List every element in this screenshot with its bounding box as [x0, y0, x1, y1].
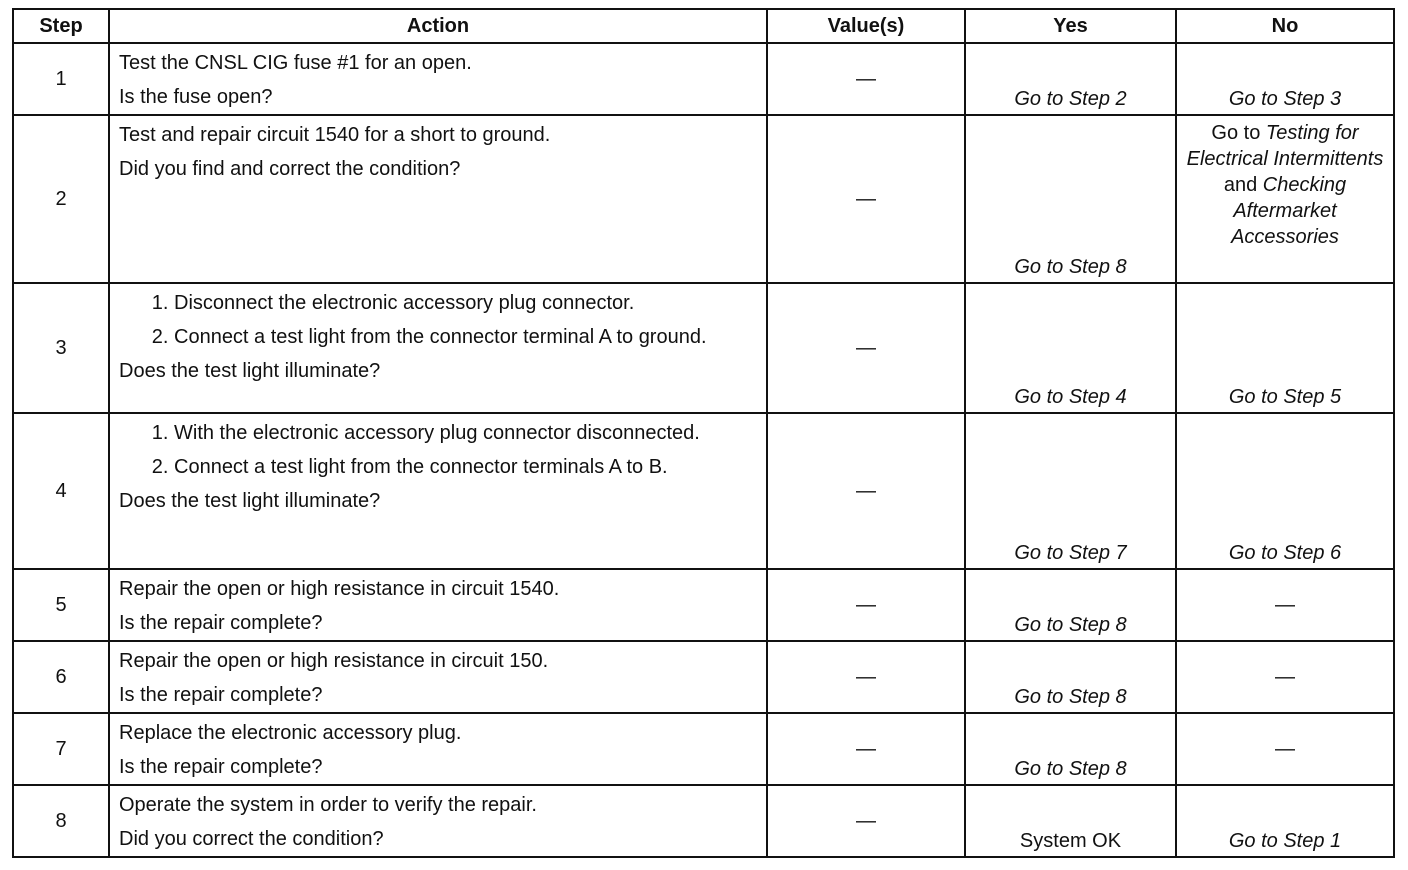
action-question: Does the test light illuminate?: [119, 360, 381, 382]
yes-cell: Go to Step 8: [965, 713, 1176, 785]
no-cell: Go to Step 1: [1176, 785, 1394, 857]
action-text: Replace the electronic accessory plug.: [119, 722, 462, 744]
step-number: 4: [13, 413, 109, 569]
step-number: 7: [13, 713, 109, 785]
header-step: Step: [13, 9, 109, 43]
action-cell: [109, 115, 767, 283]
numbered-step: 2. Connect a test light from the connector terminal A to ground.: [174, 324, 758, 350]
ref-testing-electrical-intermittents: Testing for Electrical Intermittents: [1186, 122, 1384, 170]
action-cell: [109, 641, 767, 713]
value-cell: —: [767, 641, 965, 713]
diagnostic-table: [12, 8, 1395, 858]
action-cell: [109, 43, 767, 115]
step-number: 3: [13, 283, 109, 413]
table-row: [13, 713, 1394, 785]
header-action: Action: [109, 9, 767, 43]
header-no: No: [1176, 9, 1394, 43]
value-cell: —: [767, 713, 965, 785]
action-question: Does the test light illuminate?: [119, 490, 381, 512]
yes-cell: Go to Step 7: [965, 413, 1176, 569]
step-number: 5: [13, 569, 109, 641]
no-cell: —: [1176, 569, 1394, 641]
value-cell: —: [767, 43, 965, 115]
numbered-steps: [119, 290, 758, 350]
no-cell: Go to Step 5: [1176, 283, 1394, 413]
action-text: Repair the open or high resistance in circuit 150.: [119, 650, 549, 672]
numbered-steps: [119, 420, 758, 480]
yes-cell: Go to Step 8: [965, 115, 1176, 283]
yes-cell: System OK: [965, 785, 1176, 857]
action-question: Is the repair complete?: [119, 756, 323, 778]
header-row: [13, 9, 1394, 43]
yes-cell: Go to Step 2: [965, 43, 1176, 115]
no-text-and: and: [1223, 174, 1263, 196]
numbered-step: 1. Disconnect the electronic accessory plug connector.: [174, 290, 758, 316]
value-cell: —: [767, 569, 965, 641]
value-cell: —: [767, 785, 965, 857]
action-text: Test the CNSL CIG fuse #1 for an open.: [119, 52, 472, 74]
numbered-step: 1. With the electronic accessory plug connector disconnected.: [174, 420, 758, 446]
action-question: Did you correct the condition?: [119, 828, 384, 850]
value-cell: —: [767, 413, 965, 569]
header-yes: Yes: [965, 9, 1176, 43]
numbered-step: 2. Connect a test light from the connector terminals A to B.: [174, 454, 758, 480]
action-question: Did you find and correct the condition?: [119, 158, 461, 180]
action-cell: [109, 569, 767, 641]
value-cell: —: [767, 115, 965, 283]
no-cell: Go to Step 6: [1176, 413, 1394, 569]
no-cell: Go to Step 3: [1176, 43, 1394, 115]
table-row: [13, 413, 1394, 569]
action-text: Operate the system in order to verify the repair.: [119, 794, 537, 816]
yes-cell: Go to Step 4: [965, 283, 1176, 413]
action-question: Is the repair complete?: [119, 612, 323, 634]
yes-cell: Go to Step 8: [965, 569, 1176, 641]
step-number: 2: [13, 115, 109, 283]
no-cell: [1176, 115, 1394, 283]
action-cell: [109, 413, 767, 569]
action-cell: [109, 713, 767, 785]
action-question: Is the fuse open?: [119, 86, 273, 108]
table-row: [13, 283, 1394, 413]
step-number: 6: [13, 641, 109, 713]
action-text: Repair the open or high resistance in circuit 1540.: [119, 578, 560, 600]
table-row: [13, 569, 1394, 641]
no-text-goto: Go to: [1211, 122, 1266, 144]
header-values: Value(s): [767, 9, 965, 43]
table-row: [13, 43, 1394, 115]
action-text: Test and repair circuit 1540 for a short to ground.: [119, 124, 551, 146]
yes-cell: Go to Step 8: [965, 641, 1176, 713]
table-row: [13, 641, 1394, 713]
action-cell: [109, 785, 767, 857]
no-cell: —: [1176, 713, 1394, 785]
ref-checking-aftermarket-accessories: Checking Aftermarket Accessories: [1231, 174, 1347, 248]
table-row: [13, 785, 1394, 857]
table-row: [13, 115, 1394, 283]
action-question: Is the repair complete?: [119, 684, 323, 706]
no-cell: —: [1176, 641, 1394, 713]
step-number: 8: [13, 785, 109, 857]
action-cell: [109, 283, 767, 413]
value-cell: —: [767, 283, 965, 413]
step-number: 1: [13, 43, 109, 115]
